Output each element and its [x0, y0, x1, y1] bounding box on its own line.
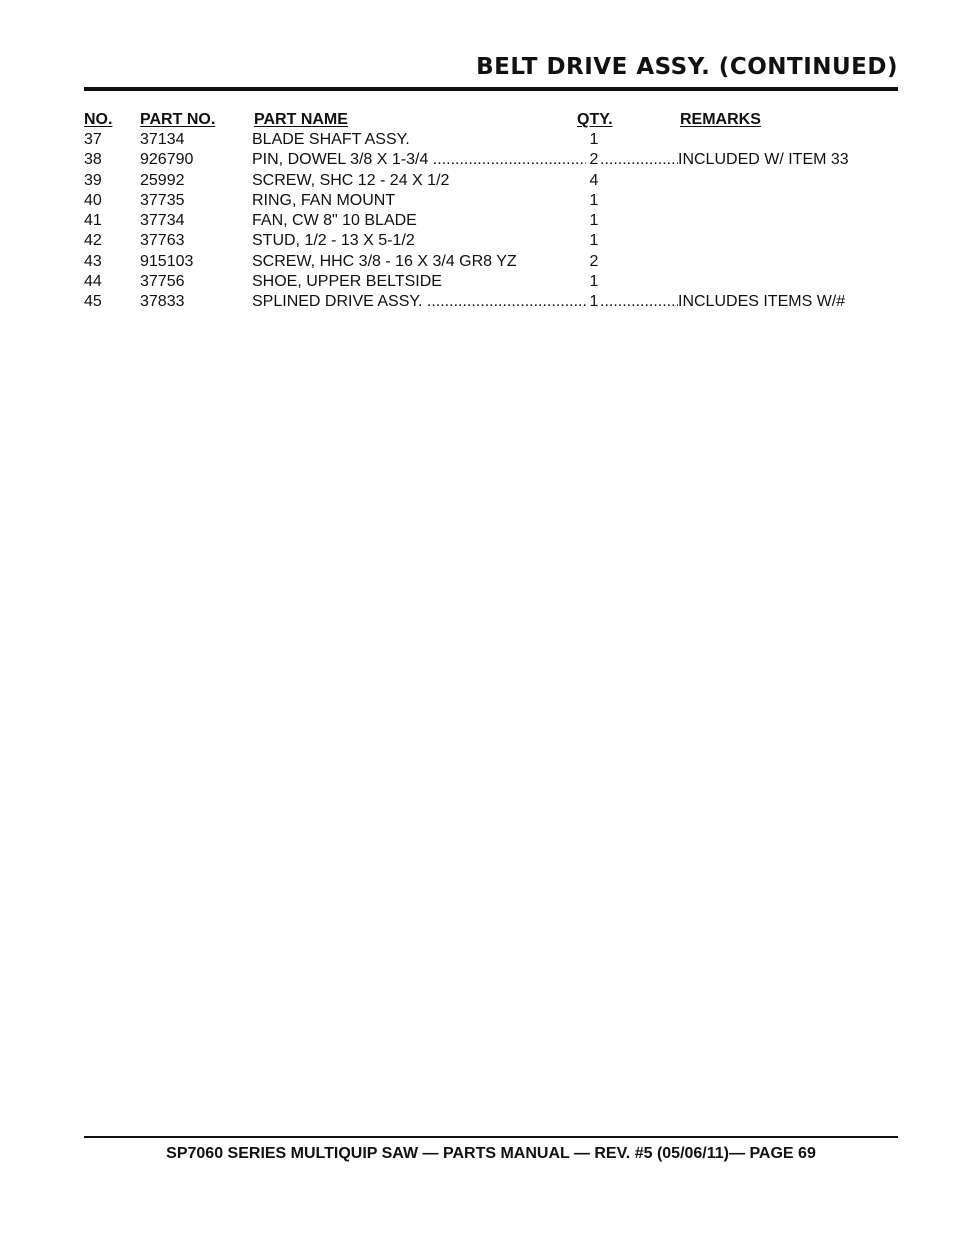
cell-no: 41 [84, 212, 102, 230]
cell-part-name: BLADE SHAFT ASSY. [252, 131, 410, 148]
table-row [0, 252, 954, 272]
cell-qty: 2 [589, 252, 599, 270]
table-row [0, 211, 954, 231]
cell-part-no: 37735 [140, 191, 185, 209]
cell-qty: 1 [589, 191, 599, 209]
table-row [0, 150, 954, 170]
cell-part-no: 37833 [140, 293, 185, 311]
cell-part-no: 25992 [140, 171, 185, 189]
header-remarks: REMARKS [680, 111, 761, 128]
cell-part-name: SCREW, HHC 3/8 - 16 X 3/4 GR8 YZ [252, 252, 517, 270]
cell-part-name: RING, FAN MOUNT [252, 191, 396, 209]
cell-part-name: STUD, 1/2 - 13 X 5-1/2 [252, 232, 415, 250]
cell-part-name: FAN, CW 8" 10 BLADE [252, 212, 417, 230]
cell-qty: 1 [589, 232, 599, 250]
cell-qty: 4 [589, 171, 599, 189]
cell-no: 39 [84, 171, 102, 189]
cell-no: 43 [84, 252, 102, 270]
table-row [0, 231, 954, 251]
cell-part-name: PIN, DOWEL 3/8 X 1-3/4 ..... [252, 150, 586, 170]
cell-part-name: SPLINED DRIVE ASSY. ..... [252, 292, 586, 312]
table-header [0, 110, 954, 130]
page-title: BELT DRIVE ASSY. (CONTINUED) [476, 54, 898, 80]
cell-remarks-text: INCLUDES ITEMS W/# [678, 293, 846, 311]
cell-remarks [600, 292, 900, 312]
parts-table-body [0, 130, 954, 313]
cell-part-no: 37763 [140, 232, 185, 250]
cell-remarks [600, 150, 900, 170]
table-row [0, 130, 954, 150]
cell-part-no: 37134 [140, 131, 185, 148]
title-rule [84, 87, 898, 91]
cell-no: 42 [84, 232, 102, 250]
table-row [0, 191, 954, 211]
header-qty: QTY. [577, 111, 613, 128]
cell-no: 37 [84, 131, 102, 148]
cell-part-no: 926790 [140, 151, 194, 169]
cell-qty: 1 [589, 212, 599, 230]
cell-qty: 1 [589, 131, 599, 148]
table-row [0, 272, 954, 292]
cell-no: 40 [84, 191, 102, 209]
page-footer: SP7060 SERIES MULTIQUIP SAW — PARTS MANUAL — REV. #5 (05/06/11)— PAGE 69 [166, 1145, 816, 1162]
cell-qty: 1 [589, 293, 599, 311]
cell-no: 38 [84, 151, 102, 169]
footer-rule [84, 1136, 898, 1138]
cell-part-no: 37756 [140, 273, 185, 291]
cell-no: 45 [84, 293, 102, 311]
table-row [0, 171, 954, 191]
cell-qty: 1 [589, 273, 599, 291]
cell-qty: 2 [589, 151, 599, 169]
cell-part-name: SHOE, UPPER BELTSIDE [252, 273, 442, 291]
cell-part-no: 915103 [140, 252, 194, 270]
header-no: NO. [84, 111, 113, 128]
cell-remarks-text: INCLUDED W/ ITEM 33 [678, 151, 849, 169]
cell-part-name: SCREW, SHC 12 - 24 X 1/2 [252, 171, 450, 189]
header-part-no: PART NO. [140, 111, 216, 128]
table-row [0, 292, 954, 312]
cell-no: 44 [84, 273, 102, 291]
header-part-name: PART NAME [254, 111, 348, 128]
cell-part-no: 37734 [140, 212, 185, 230]
